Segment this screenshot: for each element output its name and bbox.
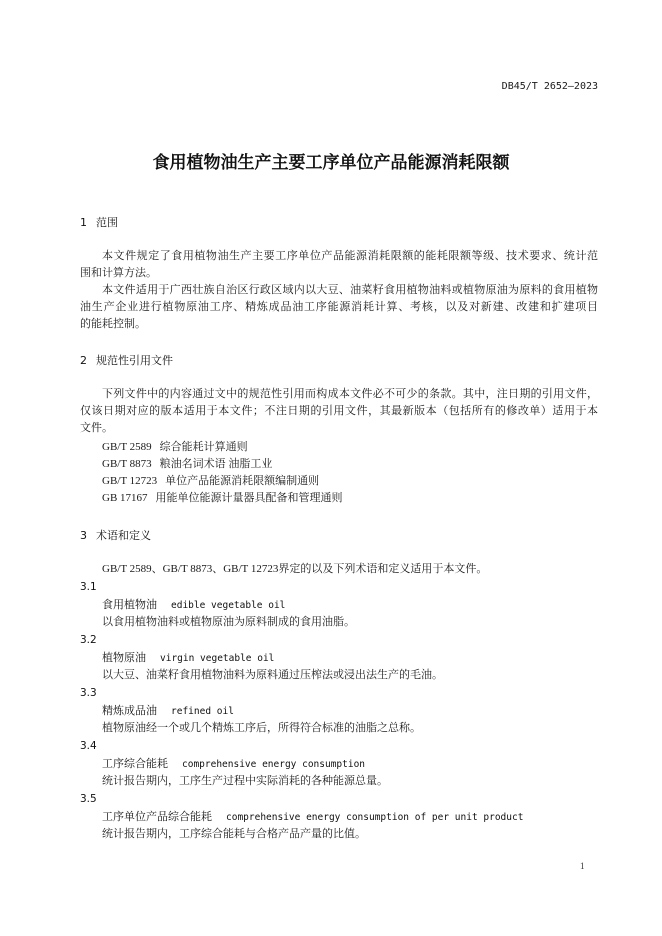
term-english: comprehensive energy consumption of per unit product	[226, 812, 524, 823]
document-body	[80, 214, 598, 844]
reference-code: GB/T 12723	[102, 475, 158, 487]
term-english: virgin vegetable oil	[160, 653, 275, 664]
section-normative-references	[80, 352, 598, 507]
term-entry	[80, 579, 598, 631]
term-chinese: 工序综合能耗	[102, 757, 168, 770]
term-chinese: 工序单位产品综合能耗	[102, 810, 212, 823]
section-heading	[80, 214, 598, 231]
term-number: 3.2	[80, 634, 97, 646]
term-english: edible vegetable oil	[171, 600, 286, 611]
paragraph-line: 仅该日期对应的版本适用于本文件；不注日期的引用文件，其最新版本（包括所有的修改单）适用于本	[80, 405, 598, 417]
term-entry	[80, 632, 598, 684]
paragraph-line: 本文件规定了食用植物油生产主要工序单位产品能源消耗限额的能耗限额等级、技术要求、统计范	[102, 250, 598, 262]
paragraph-line: 本文件适用于广西壮族自治区行政区域内以大豆、油菜籽食用植物油料或植物原油为原料的食用植物	[102, 284, 598, 296]
term-definition: 植物原油经一个或几个精炼工序后，所得符合标准的油脂之总称。	[102, 722, 421, 734]
term-english: comprehensive energy consumption	[182, 759, 366, 770]
term-name	[80, 808, 598, 826]
term-english: refined oil	[171, 706, 234, 717]
reference-name: 单位产品能源消耗限额编制通则	[165, 475, 320, 487]
paragraph-line: GB/T 2589、GB/T 8873、GB/T 12723界定的以及下列术语和定义适用于本文件。	[102, 563, 488, 575]
paragraph-line: 文件。	[80, 422, 113, 434]
section-number: 3	[80, 529, 87, 542]
term-name	[80, 649, 598, 667]
section-terms-and-definitions	[80, 527, 598, 843]
section-title: 规范性引用文件	[96, 354, 173, 367]
term-chinese: 食用植物油	[102, 598, 157, 611]
term-number: 3.5	[80, 793, 97, 805]
term-definition: 统计报告期内，工序生产过程中实际消耗的各种能源总量。	[102, 775, 388, 787]
term-chinese: 精炼成品油	[102, 704, 157, 717]
reference-code: GB/T 8873	[102, 458, 152, 470]
term-name	[80, 755, 598, 773]
term-entry	[80, 738, 598, 790]
section-number: 1	[80, 216, 87, 229]
reference-item	[102, 490, 598, 507]
reference-code: GB 17167	[102, 492, 148, 504]
term-chinese: 植物原油	[102, 651, 146, 664]
paragraph	[80, 561, 598, 578]
paragraph	[80, 282, 598, 333]
reference-name: 粮油名词术语 油脂工业	[159, 458, 273, 470]
term-number: 3.3	[80, 687, 97, 699]
section-scope	[80, 214, 598, 333]
section-heading	[80, 527, 598, 544]
paragraph	[80, 386, 598, 437]
section-title: 范围	[96, 216, 118, 229]
paragraph-line: 的能耗控制。	[80, 318, 146, 330]
term-definition: 以大豆、油菜籽食用植物油料为原料通过压榨法或浸出法生产的毛油。	[102, 669, 443, 681]
term-list	[80, 579, 598, 843]
reference-name: 用能单位能源计量器具配备和管理通则	[155, 492, 343, 504]
section-heading	[80, 352, 598, 369]
term-number: 3.4	[80, 740, 97, 752]
term-number: 3.1	[80, 581, 97, 593]
reference-item	[102, 473, 598, 490]
paragraph	[80, 248, 598, 282]
document-code: DB45/T 2652—2023	[501, 81, 598, 92]
reference-name: 综合能耗计算通则	[159, 441, 248, 453]
section-number: 2	[80, 354, 87, 367]
document-title: 食用植物油生产主要工序单位产品能源消耗限额	[152, 153, 510, 173]
section-title: 术语和定义	[96, 529, 151, 542]
reference-list	[80, 439, 598, 507]
term-name	[80, 702, 598, 720]
term-definition: 统计报告期内，工序综合能耗与合格产品产量的比值。	[102, 828, 366, 840]
reference-code: GB/T 2589	[102, 441, 152, 453]
paragraph-line: 油生产企业进行植物原油工序、精炼成品油工序能源消耗计算、考核，以及对新建、改建和扩建项目	[80, 301, 598, 313]
term-definition: 以食用植物油料或植物原油为原料制成的食用油脂。	[102, 616, 355, 628]
term-entry	[80, 685, 598, 737]
paragraph-line: 下列文件中的内容通过文中的规范性引用而构成本文件必不可少的条款。其中，注日期的引用文件，	[102, 388, 598, 400]
term-entry	[80, 791, 598, 843]
reference-item	[102, 456, 598, 473]
reference-item	[102, 439, 598, 456]
paragraph-line: 围和计算方法。	[80, 267, 157, 279]
term-name	[80, 596, 598, 614]
page-number: 1	[580, 861, 585, 871]
